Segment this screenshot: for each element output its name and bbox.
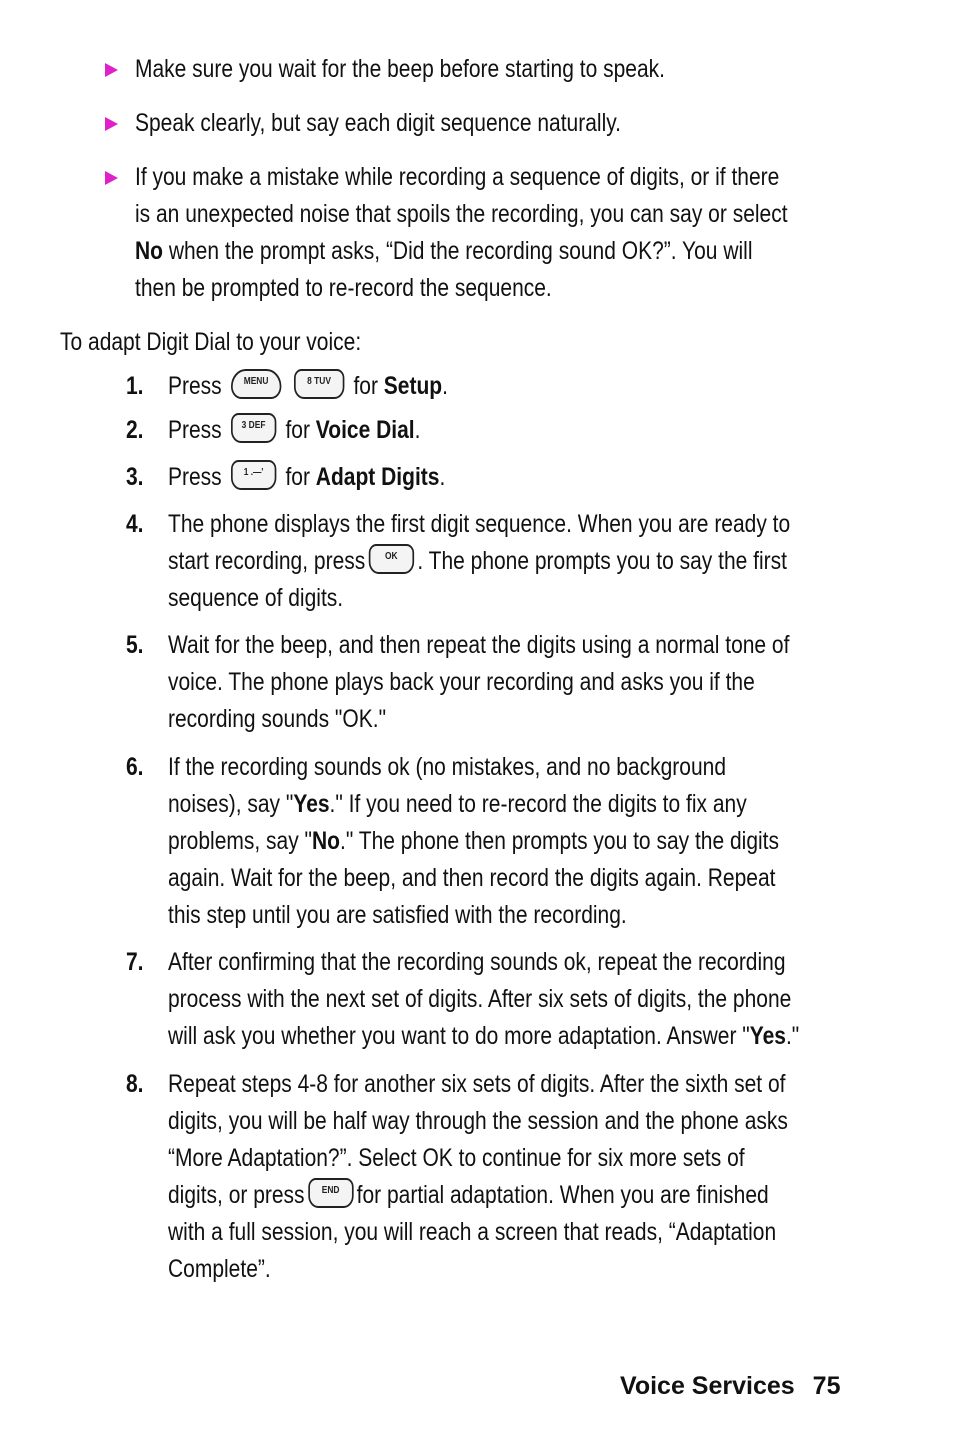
3-key-icon <box>231 413 276 443</box>
1-key-icon <box>231 460 276 490</box>
step-number: 8. <box>126 1070 144 1098</box>
step-line-part: problems, say " <box>168 827 313 855</box>
step-line: “More Adaptation?”. Select OK to continue for six more sets of <box>168 1144 745 1172</box>
step-line: recording sounds "OK." <box>168 705 387 733</box>
ok-key-icon <box>369 544 414 574</box>
bullet-text: Speak clearly, but say each digit sequence naturally. <box>135 109 622 137</box>
step-text <box>168 368 448 405</box>
bullet-line <box>135 233 788 270</box>
step-line: Repeat steps 4-8 for another six sets of digits. After the sixth set of <box>168 1070 786 1098</box>
step-line: Wait for the beep, and then repeat the digits using a normal tone of <box>168 631 790 659</box>
step-target: Setup <box>383 372 443 400</box>
key-label: 1 .—' <box>243 467 264 479</box>
step-text <box>168 459 445 496</box>
step-line: this step until you are satisfied with the recording. <box>168 901 627 929</box>
step-line-part: . The phone prompts you to say the first <box>417 547 787 575</box>
step-line: voice. The phone plays back your recording and asks you if the <box>168 668 755 696</box>
bold-no: No <box>312 827 341 855</box>
step-line: sequence of digits. <box>168 584 344 612</box>
step-line-part: for partial adaptation. When you are finished <box>356 1181 769 1209</box>
step-line: again. Wait for the beep, and then record the digits again. Repeat <box>168 864 776 892</box>
step-text <box>168 506 790 617</box>
step-press: Press <box>168 463 222 491</box>
bold-yes: Yes <box>293 790 330 818</box>
key-label: 3 DEF <box>241 420 266 432</box>
8-key-icon <box>294 369 344 399</box>
step-line-part: ." <box>785 1022 800 1050</box>
step-number: 5. <box>126 631 144 659</box>
step-press: Press <box>168 416 222 444</box>
step-line <box>168 1177 788 1214</box>
step-number: 2. <box>126 416 144 444</box>
step-number: 6. <box>126 753 144 781</box>
step-line-part: will ask you whether you want to do more adaptation. Answer " <box>168 1022 750 1050</box>
step-text <box>168 1066 788 1288</box>
step-number: 4. <box>126 510 144 538</box>
key-label: MENU <box>243 376 269 388</box>
bullet-text <box>135 159 788 307</box>
bullet-line: is an unexpected noise that spoils the recording, you can say or select <box>135 200 788 228</box>
section-title: Voice Services <box>620 1372 795 1400</box>
menu-key-icon <box>231 369 281 399</box>
step-line: process with the next set of digits. After six sets of digits, the phone <box>168 985 792 1013</box>
step-text <box>168 412 420 449</box>
bullet-line: If you make a mistake while recording a sequence of digits, or if there <box>135 163 780 191</box>
step-line-part: digits, or press <box>168 1181 305 1209</box>
step-line: If the recording sounds ok (no mistakes, and no background <box>168 753 727 781</box>
bold-yes: Yes <box>749 1022 786 1050</box>
step-for: for <box>353 372 378 400</box>
triangle-bullet-icon <box>105 117 118 131</box>
step-number: 1. <box>126 372 144 400</box>
triangle-bullet-icon <box>105 171 118 185</box>
page-footer <box>620 1370 840 1402</box>
step-line-part: noises), say " <box>168 790 294 818</box>
step-text <box>168 749 779 934</box>
step-text <box>168 944 799 1055</box>
step-line: The phone displays the first digit sequence. When you are ready to <box>168 510 791 538</box>
bullet-line: then be prompted to re-record the sequence. <box>135 274 552 302</box>
page-number: 75 <box>812 1372 841 1400</box>
step-line-part: ." The phone then prompts you to say the digits <box>340 827 780 855</box>
step-text <box>168 627 789 738</box>
step-line: with a full session, you will reach a screen that reads, “Adaptation <box>168 1218 777 1246</box>
step-line <box>168 786 779 823</box>
step-line-part: ." If you need to re-record the digits to fix any <box>329 790 747 818</box>
step-number: 3. <box>126 463 144 491</box>
bullet-text: Make sure you wait for the beep before starting to speak. <box>135 55 665 83</box>
step-end: . <box>442 372 448 400</box>
step-line <box>168 823 779 860</box>
bold-no: No <box>135 237 163 265</box>
key-label: OK <box>384 551 398 563</box>
key-label: 8 TUV <box>307 376 331 388</box>
step-target: Voice Dial <box>315 416 415 444</box>
step-target: Adapt Digits <box>315 463 440 491</box>
step-line <box>168 1018 799 1055</box>
step-for: for <box>285 416 310 444</box>
step-press: Press <box>168 372 222 400</box>
step-line-part: start recording, press <box>168 547 366 575</box>
step-line: Complete”. <box>168 1255 271 1283</box>
step-line: After confirming that the recording sounds ok, repeat the recording <box>168 948 786 976</box>
end-key-icon <box>308 1178 353 1208</box>
step-line <box>168 543 790 580</box>
step-end: . <box>414 416 421 444</box>
bullet-line-rest: when the prompt asks, “Did the recording sound OK?”. You will <box>168 237 753 265</box>
key-label: END <box>321 1185 340 1197</box>
triangle-bullet-icon <box>105 63 118 77</box>
step-end: . <box>439 463 446 491</box>
step-number: 7. <box>126 948 144 976</box>
step-line: digits, you will be half way through the session and the phone asks <box>168 1107 788 1135</box>
step-for: for <box>285 463 310 491</box>
intro-text: To adapt Digit Dial to your voice: <box>60 328 362 356</box>
